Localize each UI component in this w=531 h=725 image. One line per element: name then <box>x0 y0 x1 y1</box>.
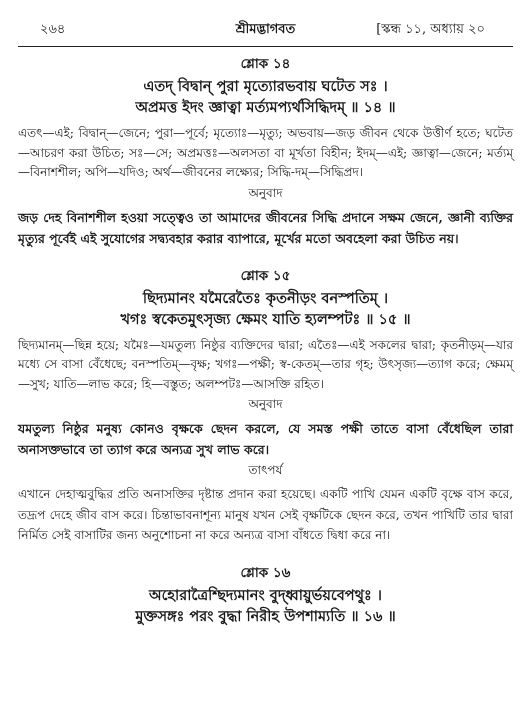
verse-line: মুক্তসঙ্গঃ পরং বুদ্ধা নিরীহ উপশাম্যতি ॥ ১৬ ॥ <box>135 607 396 625</box>
sloka-heading: শ্লোক ১৫ <box>240 267 291 284</box>
sloka-14-section <box>18 53 513 249</box>
verse-line: ছিদ্যমানং যমৈরেতৈঃ কৃতনীড়ং বনস্পতিম্ । <box>142 289 389 307</box>
verse-line: অপ্রমত্ত ইদং জ্ঞাত্বা মর্ত্যমপ্যর্থসিদ্ধিদম্ ॥ ১৪ ॥ <box>135 99 396 116</box>
word-meanings: এতৎ—এই; বিদ্বান্—জেনে; পুরা—পূর্বে; মৃত্যোঃ—মৃত্যু; অভবায়—জড় জীবন থেকে উত্তীর্ণ হতে; ঘটেত—আচরণ করা উচিত; সঃ—সে; অপ্রমত্তঃ—অলসতা বা মূর্খতা বিহীন; ইদম্—এই; জ্ঞাত্বা—জেনে; মর্ত্যম্—বিনাশশীল; অপি—যদিও; অর্থ—জীবনের লক্ষ্যের; সিদ্ধি-দম্—সিদ্ধিপ্রদ। <box>18 126 513 179</box>
purport-text: এখানে দেহাত্মবুদ্ধির প্রতি অনাসক্তির দৃষ্টান্ত প্রদান করা হয়েছে। একটি পাখি যেমন একটি বৃক্ষে বাস করে, তদ্রূপ দেহে জীব বাস করে। চিন্তাভাবনাশূন্য মানুষ যখন সেই বৃক্ষটিকে ছেদন করে, তখন পাখিটি তার দ্বারা নির্মিত সেই বাসাটির জন্য অনুশোচনা না করে অন্যত্র বাসা বাঁধতে দ্বিধা করে না। <box>18 487 513 542</box>
verse-line: এতদ্ বিদ্বান্ পুরা মৃত্যোরভবায় ঘটেত সঃ । <box>143 78 388 95</box>
verse-line: অহোরাত্রৈশ্ছিদ্যমানং বুদ্ধ্বায়ুর্ভয়বেপথুঃ । <box>149 586 382 604</box>
translation-label: অনুবাদ <box>248 397 283 411</box>
page-number: ২৬৪ <box>40 22 66 37</box>
word-meanings: ছিদ্যমানম্—ছিন্ন হয়ে; যমৈঃ—যমতুল্য নিষ্ঠুর ব্যক্তিদের দ্বারা; এতৈঃ—এই সকলের দ্বারা; কৃতনীড়ম্—যার মধ্যে সে বাসা বেঁধেছে; বনস্পতিম্—বৃক্ষ; খগঃ—পক্ষী; স্ব-কেতম্—তার গৃহ; উৎসৃজ্য—ত্যাগ করে; ক্ষেমম্—সুখ; যাতি—লাভ করে; হি—বস্তুত; অলম্পটঃ—আসক্তি রহিত। <box>18 337 513 391</box>
chapter-reference: [স্কন্ধ ১১, অধ্যায় ২০ <box>376 22 485 37</box>
header-divider <box>18 46 513 47</box>
purport-label: তাৎপর্য <box>248 463 283 477</box>
sloka-heading: শ্লোক ১৬ <box>240 564 291 581</box>
verse-line: খগঃ স্বকেতমুৎসৃজ্য ক্ষেমং যাতি হ্যলম্পটঃ ॥ ১৫ ॥ <box>120 310 411 328</box>
translation-text: যমতুল্য নিষ্ঠুর মনুষ্য কোনও বৃক্ষকে ছেদন করলে, যে সমস্ত পক্ষী তাতে বাসা বেঁধেছিল তারা অনাসক্তভাবে তা ত্যাগ করে অন্যত্র সুখ লাভ করে। <box>18 421 513 457</box>
translation-label: অনুবাদ <box>248 185 283 200</box>
sloka-16-section <box>18 562 513 627</box>
sloka-heading: শ্লোক ১৪ <box>240 56 291 72</box>
sloka-15-section <box>18 265 513 546</box>
page-header <box>18 18 513 40</box>
book-title: শ্রীমদ্ভাগবত <box>235 22 296 37</box>
translation-text: জড় দেহ বিনাশশীল হওয়া সত্ত্বেও তা আমাদের জীবনের সিদ্ধি প্রদানে সক্ষম জেনে, জ্ঞানী ব্যক্তির মৃত্যুর পূর্বেই এই সুযোগের সদ্ব্যবহার করার ব্যাপারে, মূর্খের মতো অবহেলা করা উচিত নয়। <box>18 209 513 246</box>
